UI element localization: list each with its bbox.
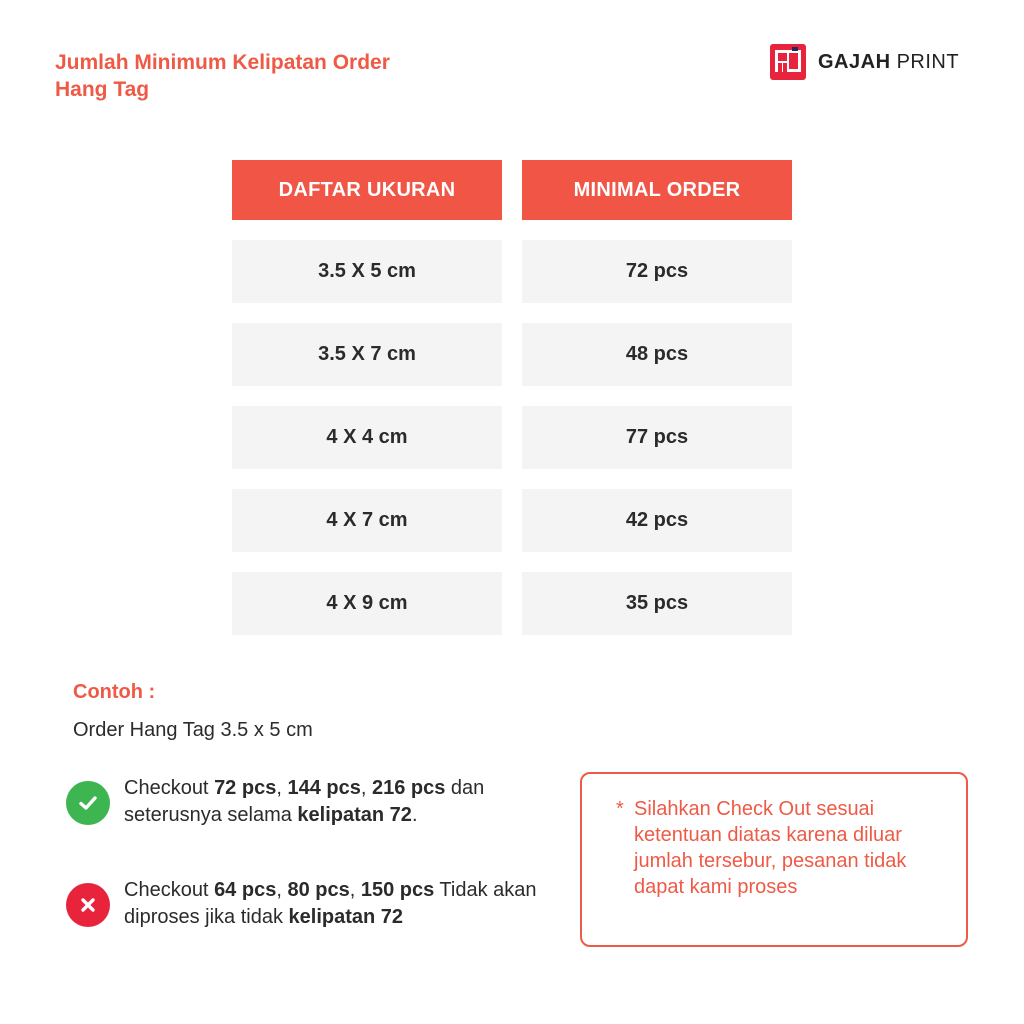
cell-size: 3.5 X 5 cm <box>232 240 502 303</box>
size-table <box>232 160 792 655</box>
cell-min-order: 48 pcs <box>522 323 792 386</box>
text-part: Checkout <box>124 879 215 901</box>
table-row <box>232 240 792 303</box>
bold-part: 144 pcs <box>287 777 361 799</box>
cell-min-order: 72 pcs <box>522 240 792 303</box>
bold-part: 64 pcs <box>214 879 277 901</box>
text-part: Checkout <box>124 777 215 799</box>
table-row <box>232 489 792 552</box>
invalid-example <box>66 877 564 931</box>
table-row <box>232 323 792 386</box>
valid-example-text <box>124 775 564 829</box>
text-part: , <box>276 777 288 799</box>
example-text: Order Hang Tag 3.5 x 5 cm <box>73 719 313 741</box>
bold-part: 72 pcs <box>214 777 277 799</box>
cell-min-order: 42 pcs <box>522 489 792 552</box>
invalid-example-text <box>124 877 564 931</box>
cell-size: 4 X 4 cm <box>232 406 502 469</box>
cell-size: 3.5 X 7 cm <box>232 323 502 386</box>
header-min-order: MINIMAL ORDER <box>522 160 792 220</box>
text-part: . <box>411 804 418 826</box>
cell-min-order: 35 pcs <box>522 572 792 635</box>
brand-logo <box>770 44 959 80</box>
table-header-row <box>232 160 792 220</box>
bold-part: 150 pcs <box>360 879 435 901</box>
valid-example <box>66 775 564 829</box>
table-row <box>232 406 792 469</box>
elephant-logo-icon <box>770 44 806 80</box>
checkmark-icon <box>66 781 110 825</box>
brand-name-light: PRINT <box>896 50 960 73</box>
note-text: Silahkan Check Out sesuai ketentuan diatas karena diluar jumlah tersebur, pesanan tidak dapat kami proses <box>634 798 907 898</box>
bold-part: kelipatan 72 <box>288 906 404 928</box>
bold-part: 216 pcs <box>371 777 446 799</box>
page-title <box>55 49 390 103</box>
text-part: dan seterusnya selama <box>124 777 485 826</box>
note-box <box>580 772 968 947</box>
cell-size: 4 X 7 cm <box>232 489 502 552</box>
text-part: Tidak akan diproses jika tidak <box>124 879 537 928</box>
cross-icon <box>66 883 110 927</box>
table-row <box>232 572 792 635</box>
brand-name <box>818 51 959 74</box>
text-part: , <box>360 777 372 799</box>
bold-part: kelipatan 72 <box>297 804 412 826</box>
text-part: , <box>276 879 288 901</box>
asterisk: * <box>616 798 624 820</box>
title-line-1: Jumlah Minimum Kelipatan Order <box>55 51 390 74</box>
text-part: , <box>349 879 361 901</box>
bold-part: 80 pcs <box>287 879 350 901</box>
brand-name-bold: GAJAH <box>818 50 891 73</box>
header-size: DAFTAR UKURAN <box>232 160 502 220</box>
cell-min-order: 77 pcs <box>522 406 792 469</box>
title-line-2: Hang Tag <box>55 78 150 101</box>
cell-size: 4 X 9 cm <box>232 572 502 635</box>
example-label: Contoh : <box>73 681 156 703</box>
